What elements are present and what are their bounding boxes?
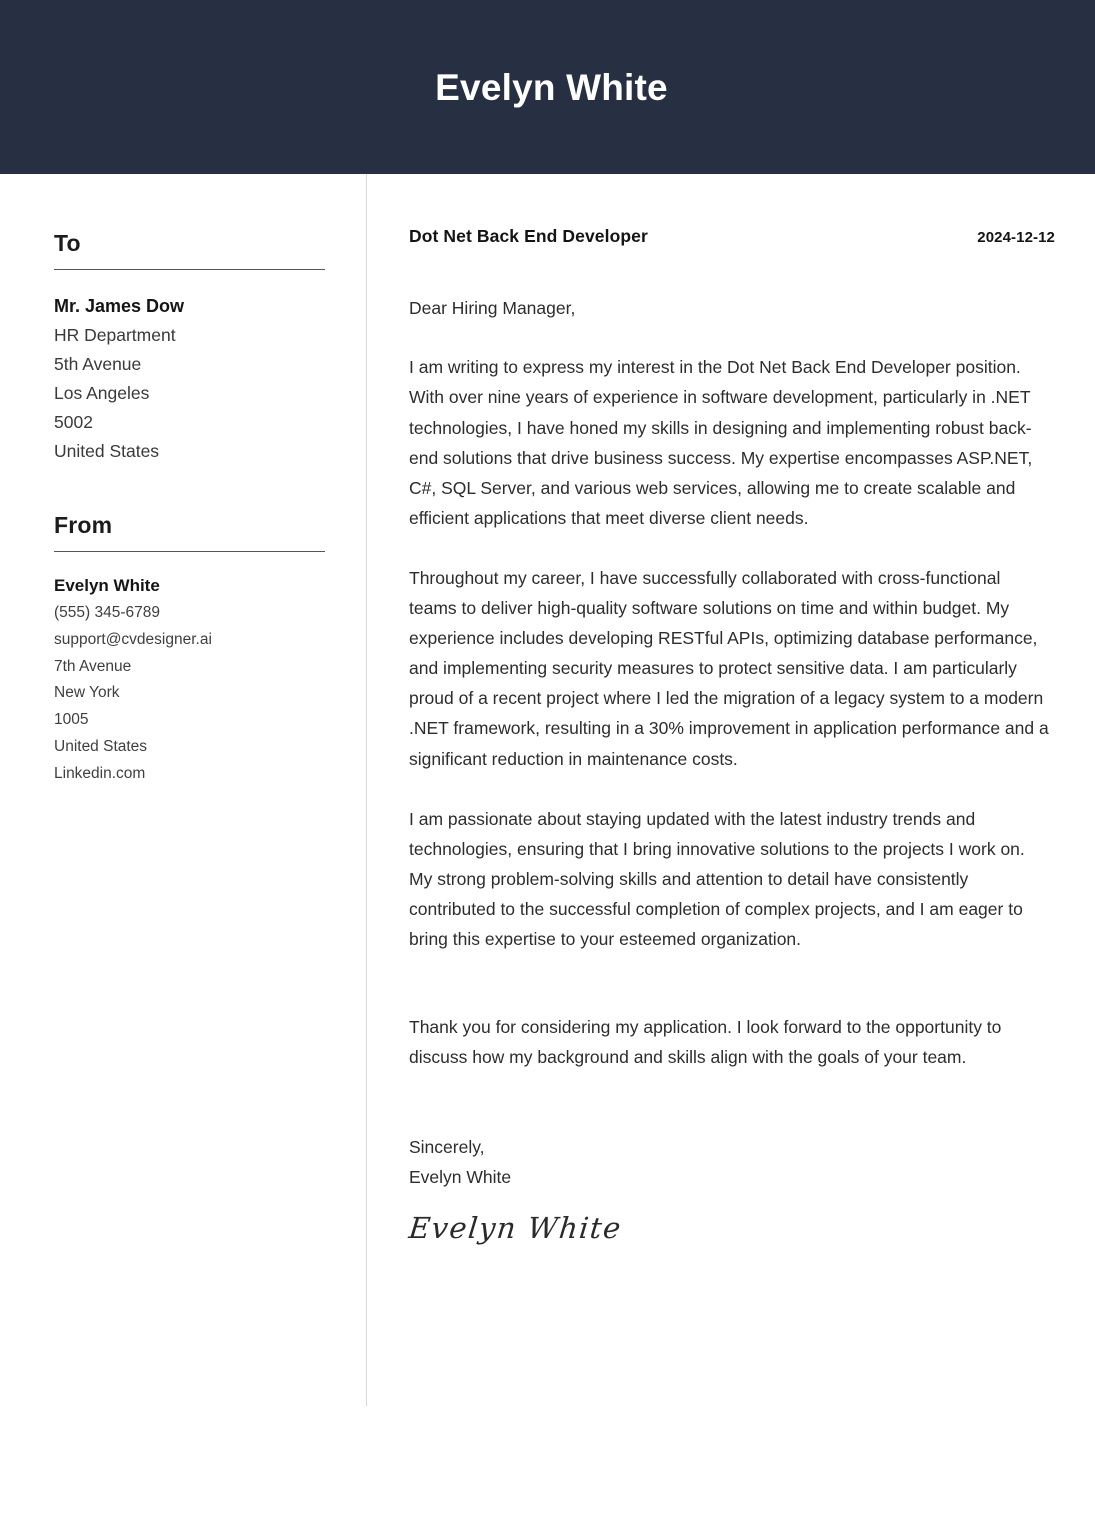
from-address-line: United States [54,738,148,756]
to-address-line: United States [54,441,160,462]
recipient-name: Mr. James Dow [54,296,185,316]
to-divider [54,269,325,270]
letter-header-row [409,226,1055,247]
from-section [54,466,325,788]
letter-closing-paragraph: Thank you for considering my application. I look forward to the opportunity to discuss how my background and skills align with the goals of your team. [409,1017,1002,1068]
signature-image: Evelyn White [407,1211,624,1246]
sender-phone: (555) 345-6789 [54,603,160,621]
salutation: Dear Hiring Manager, [409,298,576,318]
sender-name: Evelyn White [54,576,160,596]
document-header-banner [0,0,1095,174]
job-title: Dot Net Back End Developer [409,226,648,246]
from-address-line: New York [54,684,120,702]
contact-sidebar [0,174,367,1536]
to-address-line: Los Angeles [54,383,150,404]
from-divider [54,551,325,552]
signoff-block [409,1132,1055,1192]
sender-linkedin: Linkedin.com [54,765,146,783]
signoff-word: Sincerely, [409,1137,485,1158]
from-heading: From [54,512,113,539]
page-title: Evelyn White [435,66,668,108]
letter-paragraph: I am writing to express my interest in the Dot Net Back End Developer position. With over nine years of experience in software development, particularly in .NET technologies, I have honed my skills in designing and implementing robust back-end solutions that drive business success. My expertise encompasses ASP.NET, C#, SQL Server, and various web services, allowing me to create scalable and efficient applications that meet diverse client needs. [409,357,1033,528]
signoff-name: Evelyn White [409,1167,512,1188]
from-address-line: 7th Avenue [54,657,132,675]
to-address-line: 5th Avenue [54,354,142,375]
to-heading: To [54,230,81,256]
document-body [0,174,1095,1536]
letter-paragraph: I am passionate about staying updated with the latest industry trends and technologies, ensuring that I bring innovative solutions to the projects I work on. My strong problem-solving skills and attention to detail have consistently contributed to the successful completion of complex projects, and I am eager to bring this expertise to your esteemed organization. [409,808,1025,949]
from-address-line: 1005 [54,711,89,729]
to-address-line: HR Department [54,325,176,346]
letter-paragraph: Throughout my career, I have successfully collaborated with cross-functional teams to deliver high-quality software solutions on time and within budget. My experience includes developing RESTful APIs, optimizing database performance, and implementing security measures to protect sensitive data. I am particularly proud of a recent project where I led the migration of a legacy system to a modern .NET framework, resulting in a 30% improvement in application performance and a significant reduction in maintenance costs. [409,567,1049,769]
sender-email: support@cvdesigner.ai [54,630,212,648]
letter-date: 2024-12-12 [977,229,1055,246]
to-section [54,174,325,466]
to-address-line: 5002 [54,412,93,433]
letter-content [367,174,1095,1246]
